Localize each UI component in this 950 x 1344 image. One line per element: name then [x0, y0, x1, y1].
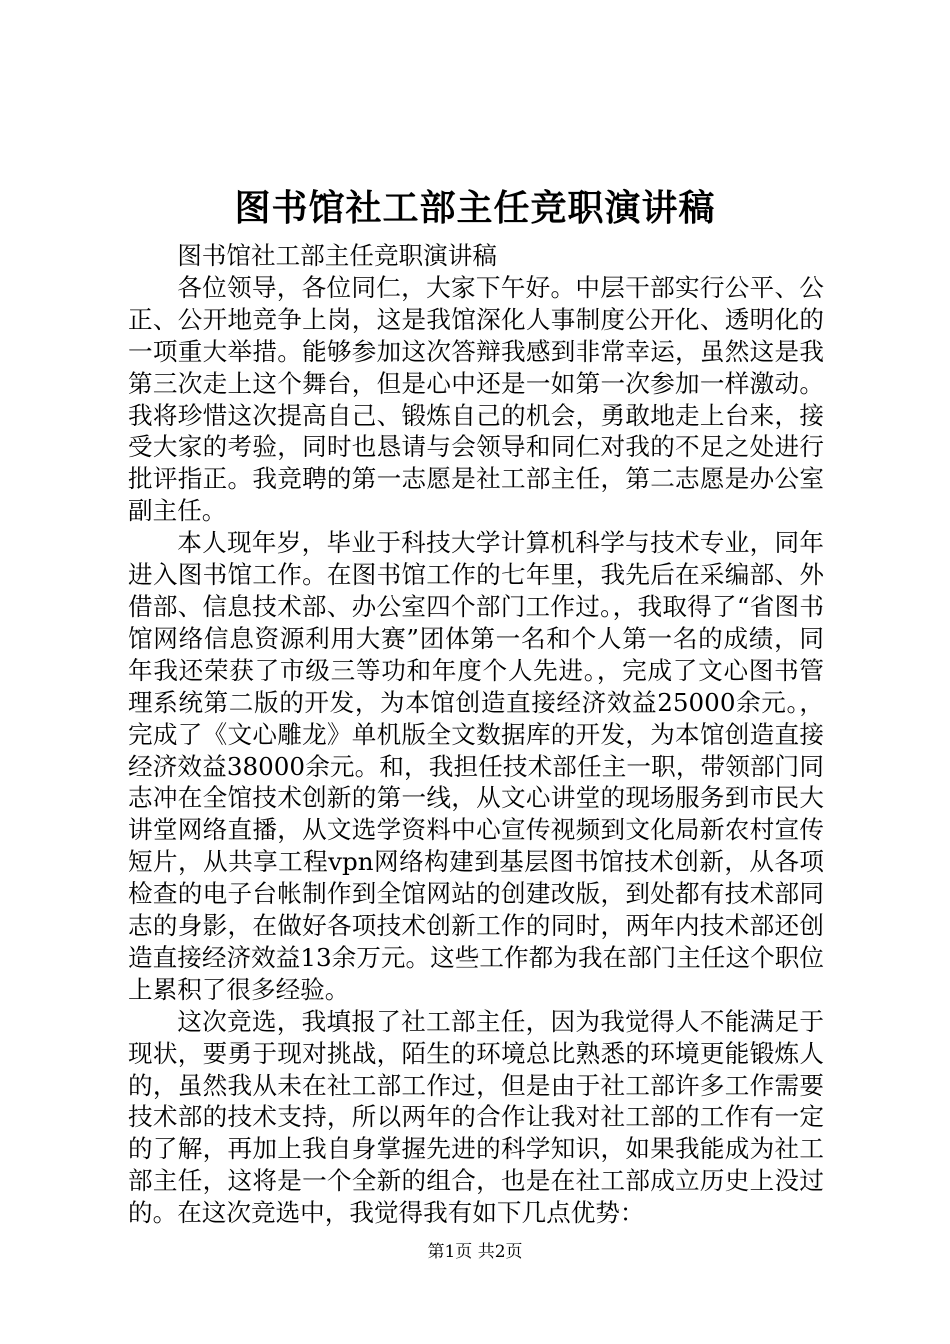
body-paragraph-motivation: 这次竞选，我填报了社工部主任，因为我觉得人不能满足于现状，要勇于现对挑战，陌生的环境总比熟悉的环境更能锻炼人的，虽然我从未在社工部工作过，但是由于社工部许多工作需要技术部的技术支持，所以两年的合作让我对社工部的工作有一定的了解，再加上我自身掌握先进的科学知识，如果我能成为社工部主任，这将是一个全新的组合，也是在社工部成立历史上没过的。在这次竞选中，我觉得我有如下几点优势：	[128, 1006, 824, 1228]
document-title: 图书馆社工部主任竞职演讲稿	[234, 187, 716, 229]
page-number-footer: 第1页 共2页	[427, 1242, 523, 1262]
body-paragraph-experience: 本人现年岁，毕业于科技大学计算机科学与技术专业，同年进入图书馆工作。在图书馆工作的七年里，我先后在采编部、外借部、信息技术部、办公室四个部门工作过。，我取得了“省图书馆网络信息资源利用大赛”团体第一名和个人第一名的成绩，同年我还荣获了市级三等功和年度个人先进。，完成了文心图书管理系统第二版的开发，为本馆创造直接经济效益25000余元。，完成了《文心雕龙》单机版全文数据库的开发，为本馆创造直接经济效益38000余元。和，我担任技术部任主一职，带领部门同志冲在全馆技术创新的第一线，从文心讲堂的现场服务到市民大讲堂网络直播，从文选学资料中心宣传视频到文化局新农村宣传短片，从共享工程vpn网络构建到基层图书馆技术创新，从各项检查的电子台帐制作到全馆网站的创建改版，到处都有技术部同志的身影，在做好各项技术创新工作的同时，两年内技术部还创造直接经济效益13余万元。这些工作都为我在部门主任这个职位上累积了很多经验。	[128, 528, 824, 1004]
body-paragraph-greeting: 各位领导，各位同仁，大家下午好。中层干部实行公平、公正、公开地竞争上岗，这是我馆深化人事制度公开化、透明化的一项重大举措。能够参加这次答辩我感到非常幸运，虽然这是我第三次走上这个舞台，但是心中还是一如第一次参加一样激动。我将珍惜这次提高自己、锻炼自己的机会，勇敢地走上台来，接受大家的考验，同时也恳请与会领导和同仁对我的不足之处进行批评指正。我竞聘的第一志愿是社工部主任，第二志愿是办公室副主任。	[128, 272, 824, 526]
body-paragraph-subtitle: 图书馆社工部主任竞职演讲稿	[177, 241, 497, 270]
document-body	[128, 240, 824, 1229]
